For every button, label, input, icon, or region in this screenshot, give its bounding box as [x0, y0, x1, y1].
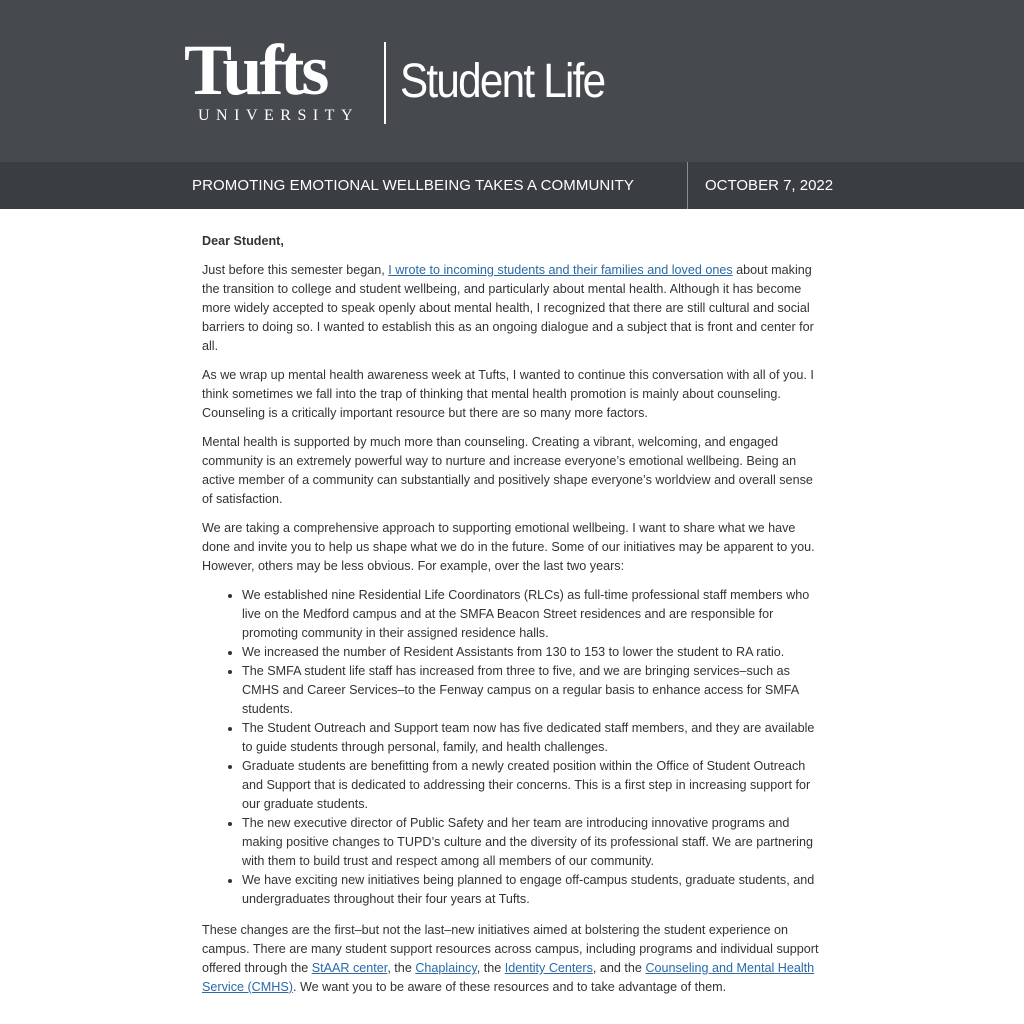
list-item: • Graduate students are benefitting from a newly created position within the Office of Student Outreach and Support that is dedicated to addressing their concerns. This is a first step in increasing support for our graduate students.: [242, 757, 826, 814]
newsletter-date: OCTOBER 7, 2022: [705, 177, 834, 194]
staar-center-link[interactable]: StAAR center: [311, 961, 388, 975]
paragraph-5-text-a: These changes are the first–but not the last–new initiatives aimed at bolstering the student experience on campus. There are many student support resources across campus, including programs and individual support offered through the: [202, 923, 819, 975]
logo-university-text: UNIVERSITY: [198, 107, 359, 124]
chaplaincy-link[interactable]: Chaplaincy: [415, 961, 477, 975]
greeting: Dear Student,: [202, 234, 284, 248]
newsletter-title: PROMOTING EMOTIONAL WELLBEING TAKES A COMMUNITY: [192, 177, 634, 194]
incoming-students-letter-link[interactable]: I wrote to incoming students and their families and loved ones: [388, 263, 733, 277]
paragraph-5-text-c: , the: [476, 961, 505, 975]
newsletter-subheader: [0, 162, 1024, 209]
list-item: • We increased the number of Resident Assistants from 130 to 153 to lower the student to RA ratio.: [242, 643, 826, 662]
paragraph-2: As we wrap up mental health awareness week at Tufts, I wanted to continue this conversation with all of you. I think sometimes we fall into the trap of thinking that mental health promotion is mainly about counseling. Counseling is a critically important resource but there are so many more factors.: [202, 368, 814, 420]
paragraph-4: We are taking a comprehensive approach to supporting emotional wellbeing. I want to share what we have done and invite you to help us shape what we do in the future. Some of our initiatives may be apparent to you. However, others may be less obvious. For example, over the last two years:: [202, 521, 815, 573]
paragraph-1: [202, 261, 826, 356]
identity-centers-link[interactable]: Identity Centers: [504, 961, 593, 975]
paragraph-5: [202, 921, 826, 997]
paragraph-5-text-e: . We want you to be aware of these resources and to take advantage of them.: [292, 980, 727, 994]
logo-divider: [384, 42, 386, 124]
paragraph-1-text-b: about making the transition to college and student wellbeing, and particularly about mental health. Although it has become more widely accepted to speak openly about mental health, I recognized that there are still cultural and social barriers to doing so. I wanted to establish this as an ongoing dialogue and a subject that is front and center for all.: [202, 263, 814, 353]
list-item: • We have exciting new initiatives being planned to engage off-campus students, graduate students, and undergraduates throughout their four years at Tufts.: [242, 871, 826, 909]
paragraph-1-text-a: Just before this semester began,: [202, 263, 389, 277]
cmhs-link[interactable]: Counseling and Mental Health Service (CMHS): [202, 961, 815, 994]
tufts-wordmark: [184, 30, 376, 128]
paragraph-3: Mental health is supported by much more than counseling. Creating a vibrant, welcoming, and engaged community is an extremely powerful way to nurture and increase everyone’s emotional wellbeing. Being an active member of a community can substantially and positively shape everyone’s worldview and overall sense of satisfaction.: [202, 435, 813, 506]
logo-student-life-text: Student Life: [400, 55, 605, 108]
page-header: [0, 0, 1024, 162]
list-item: • We established nine Residential Life Coordinators (RLCs) as full-time professional staff members who live on the Medford campus and at the SMFA Beacon Street residences and are responsible for promoting community in their assigned residence halls.: [242, 586, 826, 643]
logo-tufts-text: Tufts: [184, 30, 327, 110]
initiatives-list: [202, 586, 826, 909]
list-item: • The Student Outreach and Support team now has five dedicated staff members, and they are available to guide students through personal, family, and health challenges.: [242, 719, 826, 757]
list-item: • The new executive director of Public Safety and her team are introducing innovative programs and making positive changes to TUPD’s culture and the diversity of its professional staff. We are partnering with them to build trust and respect among all members of our community.: [242, 814, 826, 871]
paragraph-5-text-d: , and the: [592, 961, 646, 975]
list-item: • The SMFA student life staff has increased from three to five, and we are bringing services–such as CMHS and Career Services–to the Fenway campus on a regular basis to enhance access for SMFA students.: [242, 662, 826, 719]
letter-body: [202, 232, 826, 1007]
tufts-student-life-logo[interactable]: [184, 30, 632, 128]
subheader-divider: [687, 162, 688, 209]
paragraph-5-text-b: , the: [387, 961, 416, 975]
